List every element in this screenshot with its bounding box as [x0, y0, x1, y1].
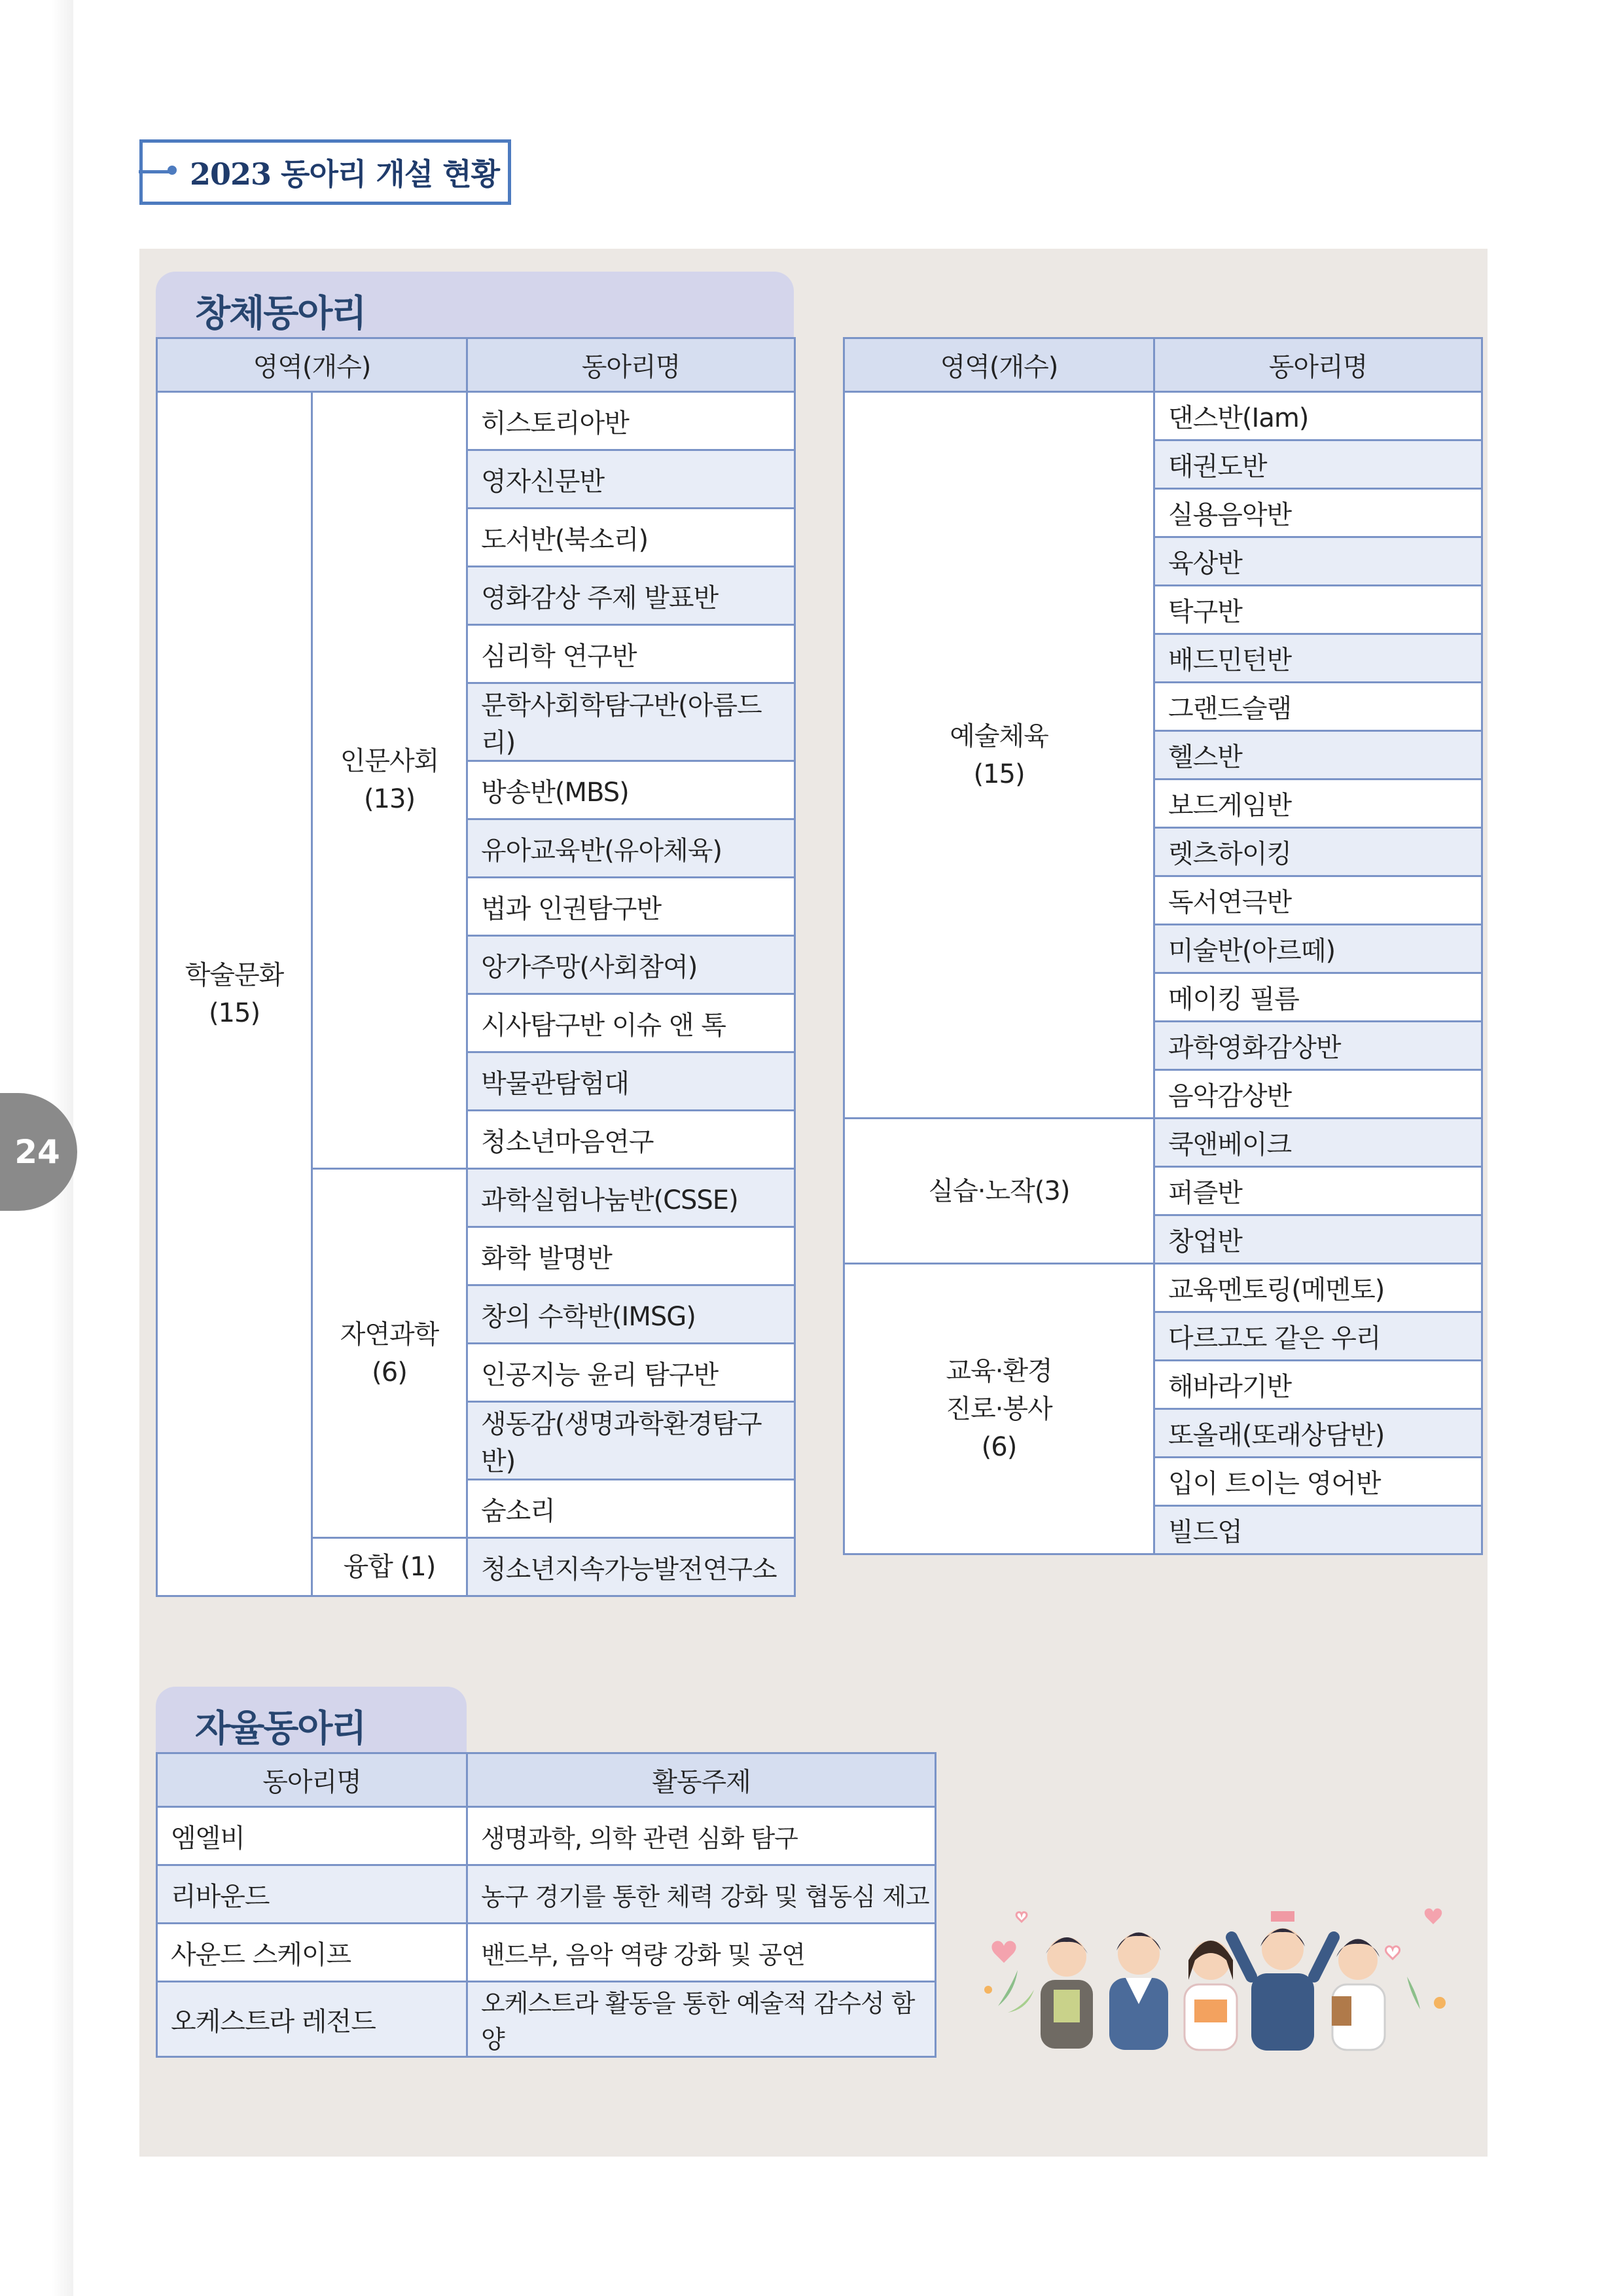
club-name-cell: 문학사회학탐구반(아름드리)	[467, 683, 795, 761]
club-name-cell: 음악감상반	[1154, 1070, 1482, 1119]
content-panel	[139, 249, 1488, 2157]
club-name-cell: 박물관탐험대	[467, 1052, 795, 1111]
club-name-cell: 해바라기반	[1154, 1361, 1482, 1409]
table-row	[844, 1119, 1482, 1167]
club-name-cell: 댄스반(Iam)	[1154, 392, 1482, 440]
club-name-cell: 렛츠하이킹	[1154, 828, 1482, 876]
club-name-cell: 창업반	[1154, 1215, 1482, 1264]
activity-topic-cell: 농구 경기를 통한 체력 강화 및 협동심 제고	[467, 1865, 936, 1924]
students-illustration	[969, 1892, 1453, 2055]
table-row	[157, 1807, 936, 1865]
student-3	[1185, 1941, 1237, 2050]
club-name-cell: 방송반(MBS)	[467, 761, 795, 819]
student-2	[1109, 1933, 1168, 2051]
table-row	[157, 1924, 936, 1982]
column-header-name: 동아리명	[157, 1753, 467, 1807]
club-name-cell: 시사탐구반 이슈 앤 톡	[467, 994, 795, 1052]
table-row	[844, 1264, 1482, 1312]
club-name-cell: 청소년마음연구	[467, 1111, 795, 1169]
club-name-cell: 영화감상 주제 발표반	[467, 567, 795, 625]
category-cell: 학술문화 (15)	[157, 392, 312, 1596]
student-4	[1232, 1911, 1334, 2051]
club-name-cell: 도서반(북소리)	[467, 509, 795, 567]
club-name-cell: 인공지능 윤리 탐구반	[467, 1344, 795, 1402]
club-name-cell: 육상반	[1154, 537, 1482, 586]
club-name-cell: 독서연극반	[1154, 876, 1482, 925]
group-cell: 교육·환경 진로·봉사 (6)	[844, 1264, 1154, 1554]
club-name-cell: 히스토리아반	[467, 392, 795, 450]
club-name-cell: 실용음악반	[1154, 489, 1482, 537]
club-name-cell: 청소년지속가능발전연구소	[467, 1538, 795, 1596]
table-row	[157, 1865, 936, 1924]
club-name-cell: 헬스반	[1154, 731, 1482, 780]
club-name-cell: 그랜드슬램	[1154, 683, 1482, 731]
group-cell: 자연과학 (6)	[312, 1169, 467, 1538]
autonomous-clubs-table	[156, 1752, 936, 2058]
column-header-area: 영역(개수)	[157, 338, 467, 392]
club-name-cell: 화학 발명반	[467, 1227, 795, 1285]
club-name-cell: 생동감(생명과학환경탐구반)	[467, 1402, 795, 1480]
club-name-cell: 메이킹 필름	[1154, 973, 1482, 1022]
creative-clubs-right-table	[843, 337, 1483, 1555]
table-row	[157, 1982, 936, 2057]
student-1	[1041, 1937, 1093, 2049]
activity-topic-cell: 오케스트라 활동을 통한 예술적 감수성 함양	[467, 1982, 936, 2057]
club-name-cell: 또올래(또래상담반)	[1154, 1409, 1482, 1458]
club-name-cell: 퍼즐반	[1154, 1167, 1482, 1215]
group-cell: 인문사회 (13)	[312, 392, 467, 1169]
club-name-cell: 미술반(아르떼)	[1154, 925, 1482, 973]
creative-clubs-left-table	[156, 337, 796, 1597]
club-name-cell: 심리학 연구반	[467, 625, 795, 683]
table-row	[844, 392, 1482, 440]
club-name-cell: 과학실험나눔반(CSSE)	[467, 1169, 795, 1227]
club-name-cell: 유아교육반(유아체육)	[467, 819, 795, 878]
column-header-name: 동아리명	[1154, 338, 1482, 392]
activity-topic-cell: 밴드부, 음악 역량 강화 및 공연	[467, 1924, 936, 1982]
student-5	[1332, 1939, 1385, 2051]
club-name-cell: 영자신문반	[467, 450, 795, 509]
club-name-cell: 앙가주망(사회참여)	[467, 936, 795, 994]
club-name-cell: 다르고도 같은 우리	[1154, 1312, 1482, 1361]
club-name-cell: 태권도반	[1154, 440, 1482, 489]
title-bullet-icon	[139, 170, 171, 173]
club-name-cell: 리바운드	[157, 1865, 467, 1924]
column-header-topic: 활동주제	[467, 1753, 936, 1807]
group-cell: 예술체육 (15)	[844, 392, 1154, 1119]
group-cell: 실습·노작(3)	[844, 1119, 1154, 1264]
autonomous-clubs-title: 자율동아리	[195, 1708, 366, 1750]
section-title: 2023 동아리 개설 현황	[190, 156, 500, 192]
club-name-cell: 보드게임반	[1154, 780, 1482, 828]
club-name-cell: 교육멘토링(메멘토)	[1154, 1264, 1482, 1312]
creative-clubs-title: 창체동아리	[195, 293, 366, 335]
club-name-cell: 입이 트이는 영어반	[1154, 1458, 1482, 1506]
column-header-name: 동아리명	[467, 338, 795, 392]
club-name-cell: 탁구반	[1154, 586, 1482, 634]
section-title-box	[139, 139, 511, 205]
club-name-cell: 법과 인권탐구반	[467, 878, 795, 936]
group-cell: 융합 (1)	[312, 1538, 467, 1596]
club-name-cell: 사운드 스케이프	[157, 1924, 467, 1982]
page-number: 24	[0, 1093, 77, 1211]
club-name-cell: 배드민턴반	[1154, 634, 1482, 683]
column-header-area: 영역(개수)	[844, 338, 1154, 392]
club-name-cell: 엠엘비	[157, 1807, 467, 1865]
club-name-cell: 빌드업	[1154, 1506, 1482, 1554]
club-name-cell: 숨소리	[467, 1480, 795, 1538]
table-row	[157, 392, 795, 450]
activity-topic-cell: 생명과학, 의학 관련 심화 탐구	[467, 1807, 936, 1865]
club-name-cell: 오케스트라 레전드	[157, 1982, 467, 2057]
club-name-cell: 쿡앤베이크	[1154, 1119, 1482, 1167]
club-name-cell: 창의 수학반(IMSG)	[467, 1285, 795, 1344]
club-name-cell: 과학영화감상반	[1154, 1022, 1482, 1070]
